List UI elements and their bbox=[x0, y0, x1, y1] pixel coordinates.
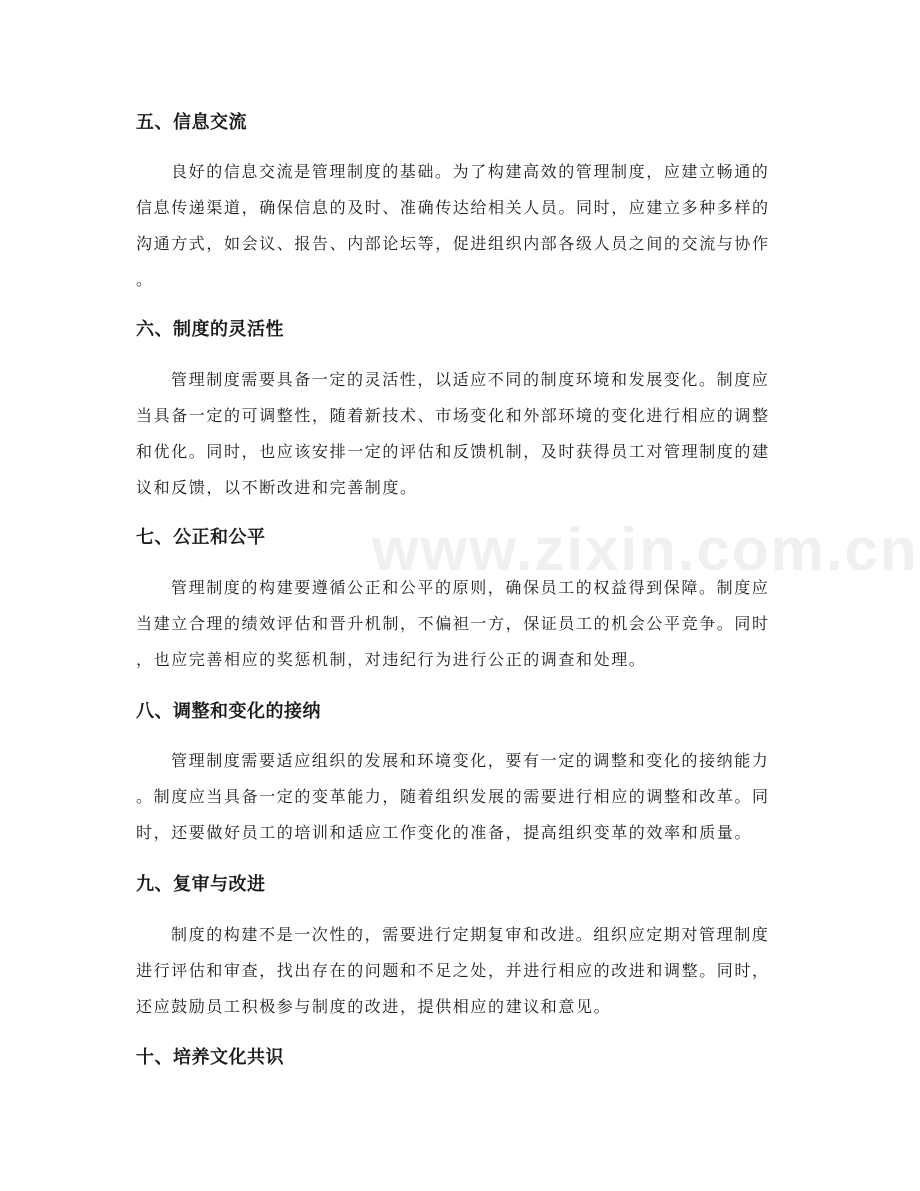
watermark-text: www.zixin.com.cn bbox=[372, 516, 919, 583]
paragraph-line: 管理制度需要具备一定的灵活性，以适应不同的制度环境和发展变化。制度应 bbox=[171, 370, 770, 389]
section-paragraph-6 bbox=[136, 362, 788, 506]
section-heading-5: 五、信息交流 bbox=[136, 112, 247, 133]
paragraph-line: 还应鼓励员工积极参与制度的改进，提供相应的建议和意见。 bbox=[136, 997, 612, 1016]
section-heading-6: 六、制度的灵活性 bbox=[136, 319, 284, 340]
paragraph-line: 当建立合理的绩效评估和晋升机制，不偏袒一方，保证员工的机会公平竞争。同时 bbox=[136, 614, 770, 633]
paragraph-line: 时，还要做好员工的培训和适应工作变化的准备，提高组织变革的效率和质量。 bbox=[136, 823, 753, 842]
section-paragraph-8 bbox=[136, 743, 788, 851]
paragraph-line: 沟通方式，如会议、报告、内部论坛等，促进组织内部各级人员之间的交流与协作 bbox=[136, 234, 770, 253]
section-paragraph-9 bbox=[136, 917, 788, 1025]
paragraph-line: 。 bbox=[136, 270, 154, 289]
section-heading-10: 十、培养文化共识 bbox=[136, 1047, 284, 1068]
paragraph-line: 制度的构建不是一次性的，需要进行定期复审和改进。组织应定期对管理制度 bbox=[171, 925, 770, 944]
paragraph-line: 管理制度的构建要遵循公正和公平的原则，确保员工的权益得到保障。制度应 bbox=[171, 578, 770, 597]
section-heading-9: 九、复审与改进 bbox=[136, 874, 266, 895]
paragraph-line: 管理制度需要适应组织的发展和环境变化，要有一定的调整和变化的接纳能力 bbox=[171, 751, 770, 770]
paragraph-line: 和优化。同时，也应该安排一定的评估和反馈机制，及时获得员工对管理制度的建 bbox=[136, 442, 770, 461]
section-heading-7: 七、公正和公平 bbox=[136, 527, 266, 548]
paragraph-line: 信息传递渠道，确保信息的及时、准确传达给相关人员。同时，应建立多种多样的 bbox=[136, 198, 770, 217]
section-heading-8: 八、调整和变化的接纳 bbox=[136, 701, 321, 722]
paragraph-line: 当具备一定的可调整性，随着新技术、市场变化和外部环境的变化进行相应的调整 bbox=[136, 406, 770, 425]
section-paragraph-7 bbox=[136, 570, 788, 678]
paragraph-line: 进行评估和审查，找出存在的问题和不足之处，并进行相应的改进和调整。同时， bbox=[136, 961, 770, 980]
paragraph-line: 。制度应当具备一定的变革能力，随着组织发展的需要进行相应的调整和改革。同 bbox=[136, 787, 770, 806]
section-paragraph-5 bbox=[136, 154, 788, 298]
paragraph-line: ，也应完善相应的奖惩机制，对违纪行为进行公正的调查和处理。 bbox=[136, 650, 647, 669]
paragraph-line: 议和反馈，以不断改进和完善制度。 bbox=[136, 478, 418, 497]
paragraph-line: 良好的信息交流是管理制度的基础。为了构建高效的管理制度，应建立畅通的 bbox=[171, 162, 770, 181]
